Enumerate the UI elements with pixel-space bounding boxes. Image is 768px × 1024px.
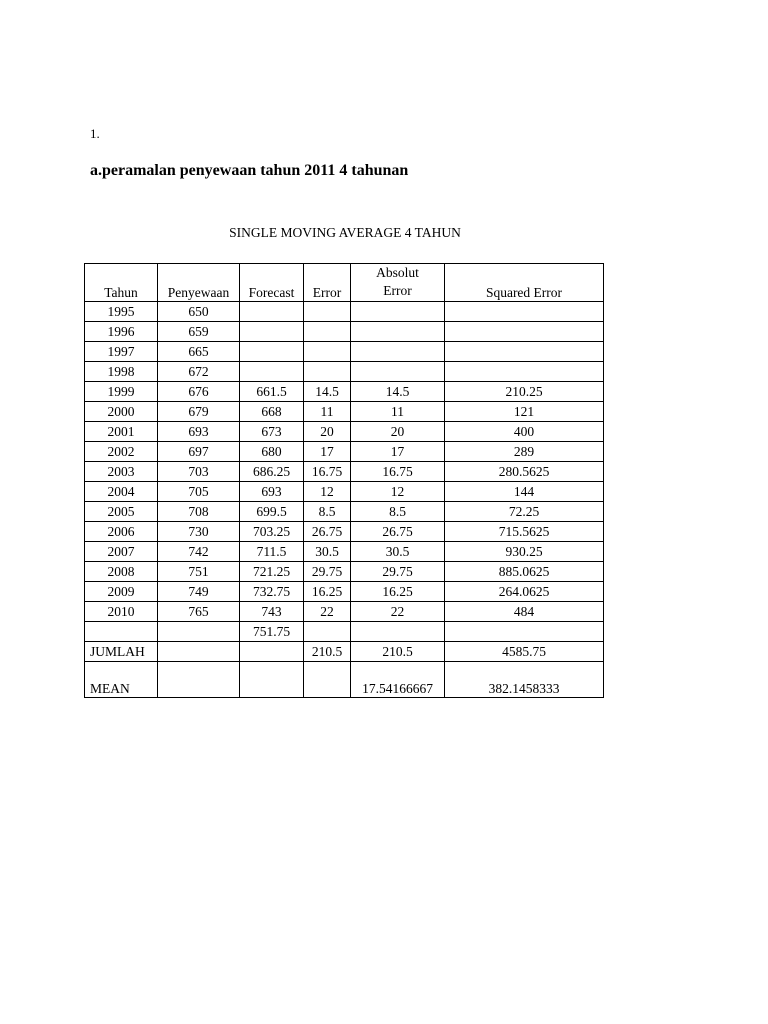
cell-penyewaan: 679 [158,402,240,422]
cell-tahun: 1998 [85,362,158,382]
cell-tahun: 2001 [85,422,158,442]
cell-sq-error: 484 [445,602,604,622]
mean-forecast [240,662,304,698]
table-row [85,322,604,342]
cell-abs-error: 30.5 [351,542,445,562]
table-row [85,402,604,422]
cell-abs-error [351,342,445,362]
table-row [85,482,604,502]
cell-penyewaan: 705 [158,482,240,502]
header-forecast: Forecast [240,264,304,302]
jumlah-forecast [240,642,304,662]
cell-abs-error: 17 [351,442,445,462]
cell-forecast: 680 [240,442,304,462]
table-header-row [85,264,604,302]
mean-error [304,662,351,698]
cell-abs-error: 14.5 [351,382,445,402]
cell-error: 30.5 [304,542,351,562]
jumlah-penyewaan [158,642,240,662]
cell-forecast: 703.25 [240,522,304,542]
cell-forecast: 721.25 [240,562,304,582]
cell-error: 16.25 [304,582,351,602]
cell-abs-error: 12 [351,482,445,502]
cell-error: 17 [304,442,351,462]
jumlah-error: 210.5 [304,642,351,662]
table-title: SINGLE MOVING AVERAGE 4 TAHUN [229,225,461,240]
table-row [85,502,604,522]
cell-sq-error [445,322,604,342]
cell-penyewaan: 659 [158,322,240,342]
cell-error: 11 [304,402,351,422]
cell-tahun: 2007 [85,542,158,562]
cell-forecast: 693 [240,482,304,502]
mean-abs-error: 17.54166667 [351,662,445,698]
cell-sq-error: 400 [445,422,604,442]
cell-forecast: 711.5 [240,542,304,562]
jumlah-abs-error: 210.5 [351,642,445,662]
cell-penyewaan: 703 [158,462,240,482]
cell-penyewaan: 650 [158,302,240,322]
table-row [85,542,604,562]
cell-forecast [240,342,304,362]
cell-forecast [240,362,304,382]
table-row-forecast-2011 [85,622,604,642]
cell-tahun: 2006 [85,522,158,542]
cell-penyewaan: 697 [158,442,240,462]
table-row [85,422,604,442]
cell-sq-error: 121 [445,402,604,422]
cell-error [304,322,351,342]
item-number: 1. [90,126,100,141]
cell-abs-error [351,622,445,642]
cell-penyewaan [158,622,240,642]
header-penyewaan: Penyewaan [158,264,240,302]
cell-tahun: 1995 [85,302,158,322]
cell-forecast [240,322,304,342]
cell-error: 14.5 [304,382,351,402]
cell-penyewaan: 676 [158,382,240,402]
cell-error [304,362,351,382]
cell-error: 26.75 [304,522,351,542]
cell-error: 22 [304,602,351,622]
cell-error: 16.75 [304,462,351,482]
cell-sq-error: 144 [445,482,604,502]
cell-error: 12 [304,482,351,502]
table-row [85,562,604,582]
cell-tahun: 2003 [85,462,158,482]
cell-error [304,302,351,322]
cell-sq-error [445,302,604,322]
cell-sq-error [445,342,604,362]
cell-forecast: 751.75 [240,622,304,642]
table-row [85,582,604,602]
cell-sq-error [445,362,604,382]
table-row [85,442,604,462]
header-squared-error: Squared Error [445,264,604,302]
cell-penyewaan: 742 [158,542,240,562]
cell-abs-error: 8.5 [351,502,445,522]
cell-sq-error [445,622,604,642]
cell-abs-error: 16.75 [351,462,445,482]
cell-error [304,342,351,362]
cell-sq-error: 930.25 [445,542,604,562]
cell-forecast: 743 [240,602,304,622]
mean-penyewaan [158,662,240,698]
cell-tahun: 1996 [85,322,158,342]
cell-penyewaan: 751 [158,562,240,582]
cell-forecast: 661.5 [240,382,304,402]
jumlah-row [85,642,604,662]
cell-tahun: 1999 [85,382,158,402]
cell-forecast: 673 [240,422,304,442]
cell-sq-error: 72.25 [445,502,604,522]
cell-penyewaan: 693 [158,422,240,442]
cell-tahun: 1997 [85,342,158,362]
cell-sq-error: 264.0625 [445,582,604,602]
cell-forecast [240,302,304,322]
cell-penyewaan: 765 [158,602,240,622]
jumlah-label: JUMLAH [85,642,158,662]
cell-abs-error: 16.25 [351,582,445,602]
cell-tahun: 2008 [85,562,158,582]
table-row [85,362,604,382]
section-heading: a.peramalan penyewaan tahun 2011 4 tahunan [90,162,409,179]
cell-abs-error: 26.75 [351,522,445,542]
cell-error: 20 [304,422,351,442]
cell-forecast: 686.25 [240,462,304,482]
cell-abs-error: 11 [351,402,445,422]
cell-tahun: 2005 [85,502,158,522]
header-absolut-error [351,264,445,302]
cell-forecast: 699.5 [240,502,304,522]
cell-abs-error [351,322,445,342]
table-row [85,522,604,542]
mean-sq-error: 382.1458333 [445,662,604,698]
header-tahun: Tahun [85,264,158,302]
moving-average-table [84,263,604,698]
cell-error: 29.75 [304,562,351,582]
cell-tahun: 2002 [85,442,158,462]
cell-tahun: 2010 [85,602,158,622]
cell-forecast: 732.75 [240,582,304,602]
cell-error [304,622,351,642]
table-row [85,462,604,482]
jumlah-sq-error: 4585.75 [445,642,604,662]
cell-tahun: 2000 [85,402,158,422]
table-row [85,342,604,362]
mean-row [85,662,604,698]
cell-abs-error: 22 [351,602,445,622]
cell-sq-error: 210.25 [445,382,604,402]
cell-error: 8.5 [304,502,351,522]
cell-abs-error [351,302,445,322]
cell-tahun [85,622,158,642]
cell-forecast: 668 [240,402,304,422]
cell-penyewaan: 749 [158,582,240,602]
cell-sq-error: 715.5625 [445,522,604,542]
cell-abs-error: 29.75 [351,562,445,582]
table-row [85,382,604,402]
mean-label: MEAN [85,662,158,698]
header-error: Error [304,264,351,302]
cell-sq-error: 280.5625 [445,462,604,482]
cell-abs-error: 20 [351,422,445,442]
cell-sq-error: 289 [445,442,604,462]
cell-tahun: 2009 [85,582,158,602]
cell-penyewaan: 665 [158,342,240,362]
cell-penyewaan: 708 [158,502,240,522]
cell-penyewaan: 672 [158,362,240,382]
header-absolut-error-line2: Error [383,283,412,298]
cell-penyewaan: 730 [158,522,240,542]
cell-sq-error: 885.0625 [445,562,604,582]
cell-tahun: 2004 [85,482,158,502]
cell-abs-error [351,362,445,382]
table-row [85,602,604,622]
header-absolut-error-line1: Absolut [376,265,419,280]
table-row [85,302,604,322]
